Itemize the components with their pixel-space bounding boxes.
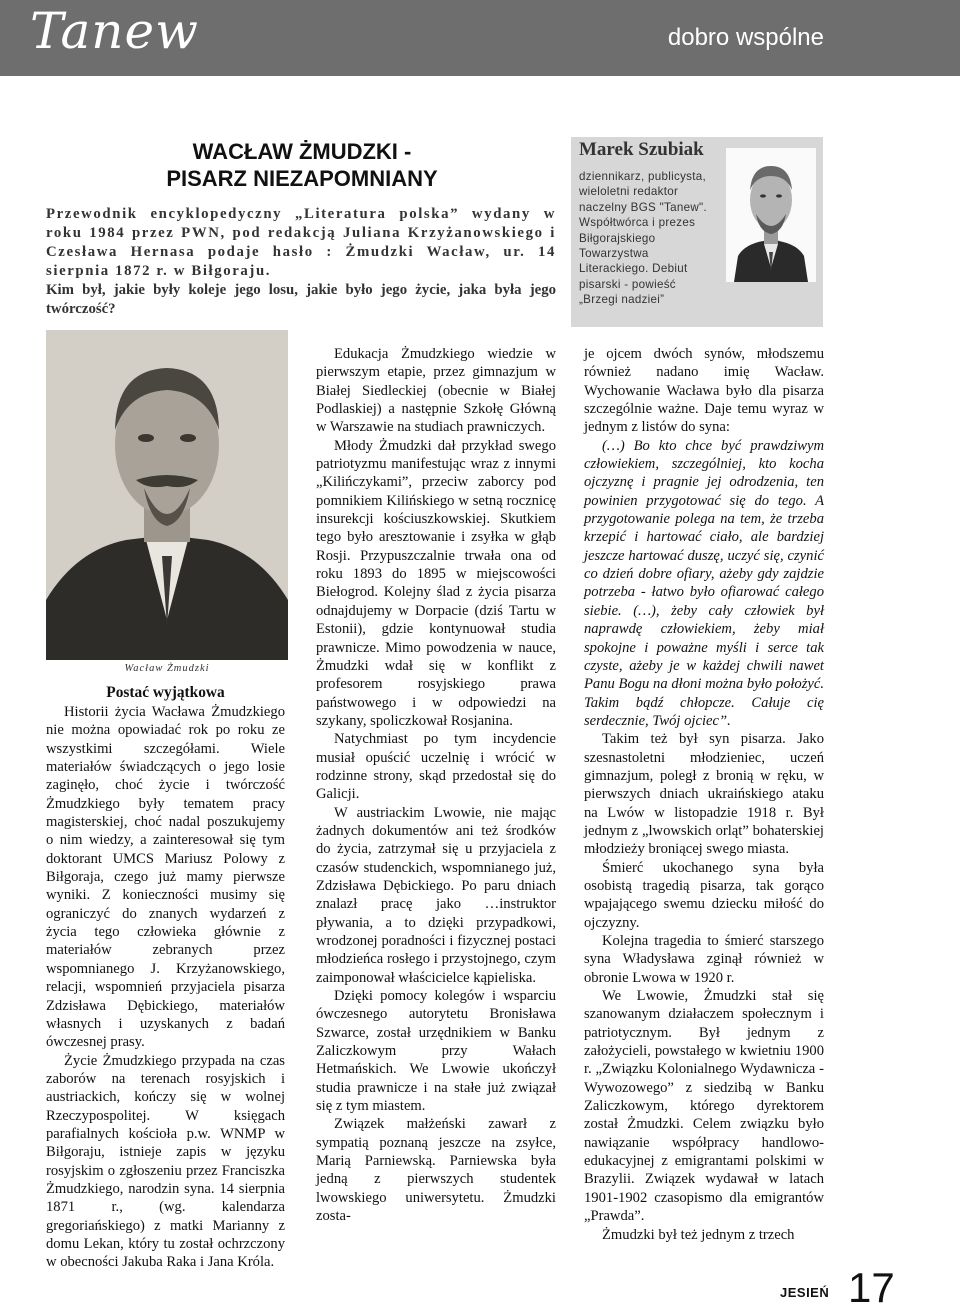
lead-paragraph-2: Kim był, jakie były koleje jego losu, jakie było jego życie, jaka była jego twórczość? bbox=[46, 282, 556, 317]
paragraph: We Lwowie, Żmudzki stał się szanowanym działaczem społecznym i patriotycznym. Był jednym z założycieli, powstałego w kwietniu 1900 r. „Związku Kolonialnego Wydawnicza - Wywozowego” z siedzibą w Banku Zaliczkowym, którego dyrektorem został Żmudzki. Celem związku było nawiązanie współpracy handlowo-edukacyjnej z emigrantami polskimi w Brazylii. Związek wydawał w latach 1901-1902 czasopismo dla emigrantów „Prawda”. bbox=[584, 988, 824, 1225]
paragraph: Młody Żmudzki dał przykład swego patriotyzmu manifestując wraz z innymi „Kilińczykami”, przeciw zaborcy pod pomnikiem Kilińskiego w setną rocznicę insurekcji kościuszkowskiej. Skutkiem tego było aresztowanie i zsyłka w głąb Rosji. Przypuszczalnie trwała ona od roku 1893 do 1895 w miejscowości Biełogrod. Kolejny ślad z życia pisarza odnajdujemy w Dorpacie (dziś Tartu w Estonii), gdzie kontynuował studia prawnicze. Mimo powodzenia w nauce, Żmudzki wdał się w konflikt z profesorem rosyjskiego prawa państwowego i w odpowiedzi na szykany, spoliczkował Rosjanina. bbox=[316, 437, 556, 729]
paragraph: je ojcem dwóch synów, młodszemu również nadano imię Wacław. Wychowanie Wacława było dla pisarza szczególnie ważne. Daje temu wyraz w jednym z listów do syna: bbox=[584, 346, 824, 436]
paragraph: Edukacja Żmudzkiego wiedzie w pierwszym etapie, przez gimnazjum w Białej Siedleckiej (obecnie w Białej Podlaskiej) a następnie Szkołę Główną w Warszawie na studiach prawniczych. bbox=[316, 346, 556, 436]
paragraph: Dzięki pomocy kolegów i wsparciu ówczesnego autorytetu Bronisława Szwarce, został urzędnikiem w Banku Zaliczkowym przy Wałach Hetmańskich. We Lwowie ukończył studia prawnicze i na stałe już związał się z tym miastem. bbox=[316, 988, 556, 1115]
article-title bbox=[40, 138, 564, 192]
portrait-photo bbox=[46, 330, 288, 660]
column-1 bbox=[46, 683, 285, 1272]
paragraph: Śmierć ukochanego syna była osobistą tragedią pisarza, tak gorąco wpajającego swemu dziecku miłość do ojczyzny. bbox=[584, 859, 824, 931]
column-2 bbox=[316, 345, 556, 1226]
page-number: 17 bbox=[848, 1264, 895, 1311]
paragraph: Życie Żmudzkiego przypada na czas zaborów na terenach rosyjskich i austriackich, kończy się w wolnej Rzeczypospolitej. W księgach parafialnych kościoła p.w. WNMP w Biłgoraju, istnieje zapis w języku rosyjskim o zgłoszeniu przez Franciszka Żmudzkiego, narodzin syna. 14 sierpnia 1871 r., (wg. kalendarza gregoriańskiego) z matki Marianny z domu Lekan, który tu został ochrzczony w obecności Jakuba Raka i Jana Króla. bbox=[46, 1052, 285, 1271]
magazine-logo: Tanew bbox=[30, 2, 199, 60]
photo-caption: Wacław Żmudzki bbox=[124, 663, 210, 674]
lead-paragraph-1: Przewodnik encyklopedyczny „Literatura polska” wydany w roku 1984 przez PWN, pod redakcją Juliana Krzyżanowskiego i Czesława Hernasa podaje hasło : Żmudzki Wacław, ur. 14 sierpnia 1872 r. w Biłgoraju. bbox=[46, 206, 556, 279]
author-box bbox=[571, 137, 823, 327]
section-name: dobro wspólne bbox=[667, 24, 824, 51]
paragraph: W austriackim Lwowie, nie mając żadnych dokumentów ani też środków do życia, zatrzymał się u przyjaciela z czasów studenckich, wspomnianego już, Zdzisława Dębickiego. Po paru dniach znalazł pracę jako …instruktor pływania, a to dzięki przypadkowi, wrodzonej poradności i fizycznej postaci młodzieńca rosłego i przystojnego, czym zaimponował właścicielce kąpieliska. bbox=[316, 804, 556, 986]
author-bio: dziennikarz, publicysta, wieloletni redaktor naczelny BGS "Tanew". Współtwórca i prezes Biłgorajskiego Towarzystwa Literackiego. Debiut pisarski - powieść „Brzegi nadziei” bbox=[579, 170, 707, 307]
section-heading: Postać wyjątkowa bbox=[106, 684, 225, 701]
author-name: Marek Szubiak bbox=[579, 139, 704, 160]
column-3 bbox=[584, 345, 824, 1244]
issue-season: JESIEŃ bbox=[780, 1285, 830, 1300]
letter-quote: (…) Bo kto chce być prawdziwym człowiekiem, szczególniej, kto kocha ojczyznę i pragnie jej odrodzenia, ten powinien przygotować się do tego. A przygotowanie polega na tem, że trzeba krzepić i hartować ciało, ale bardziej jeszcze hartować duszę, uczyć się, czynić co dzień dobre ofiary, ażeby gdy zajdzie potrzeba - łatwo było ofiarować całego siebie. (…), żeby cały człowiek był naprawdę człowiekiem, żeby miał spokojne i poważne myśli i serce tak czyste, ażeby je w każdej chwili nawet Panu Bogu na dłoni można było położyć. Takim bądź chłopcze. Całuje cię serdecznie, Twój ojciec”. bbox=[584, 437, 824, 729]
title-line-1: WACŁAW ŻMUDZKI - bbox=[192, 139, 412, 164]
article-lead bbox=[46, 205, 556, 319]
paragraph: Natychmiast po tym incydencie musiał opuścić uczelnię i wrócić w rodzinne strony, skąd przedostał się do Galicji. bbox=[316, 731, 556, 803]
paragraph: Kolejna tragedia to śmierć starszego syna Władysława zginął również w obronie Lwowa w 1920 r. bbox=[584, 933, 824, 986]
title-line-2: PISARZ NIEZAPOMNIANY bbox=[166, 166, 438, 191]
paragraph: Związek małżeński zawarł z sympatią poznaną jeszcze na zsyłce, Marią Parniewską. Parniewska była jedną z pierwszych studentek lwowskiego uniwersytetu. Żmudzki zosta- bbox=[316, 1116, 556, 1225]
paragraph: Takim też był syn pisarza. Jako szesnastoletni młodzieniec, uczeń gimnazjum, poległ z bronią w ręku, w pierwszych dniach ukraińskiego ataku na Lwów w listopadzie 1918 r. Był jednym z „lwowskich orląt” bohaterskiej młodzieży broniącej swego miasta. bbox=[584, 731, 824, 858]
masthead-bar bbox=[0, 0, 960, 76]
paragraph: Historii życia Wacława Żmudzkiego nie można opowiadać rok po roku ze wszystkimi szczegółami. Wiele materiałów świadczących o jego losie zaginęło, choć życie i twórczość Żmudzkiego były tematem pracy magisterskiej, choć nadal poszukujemy o nim wiedzy, a zainteresował się tym doktorant UMCS Mariusz Polowy z Biłgoraja, czego już mamy pierwsze wyniki. Z konieczności musimy się ograniczyć do znanych wydarzeń z życia tego człowieka głównie z materiałów zebranych przez wspomnianego J. Krzyżanowskiego, relacji, wspomnień przyjaciela pisarza Zdzisława Dębickiego, materiałów własnych i uzyskanych z badań ówczesnej prasy. bbox=[46, 704, 285, 1051]
paragraph: Żmudzki był też jednym z trzech bbox=[602, 1226, 795, 1243]
author-portrait-image bbox=[726, 148, 816, 282]
